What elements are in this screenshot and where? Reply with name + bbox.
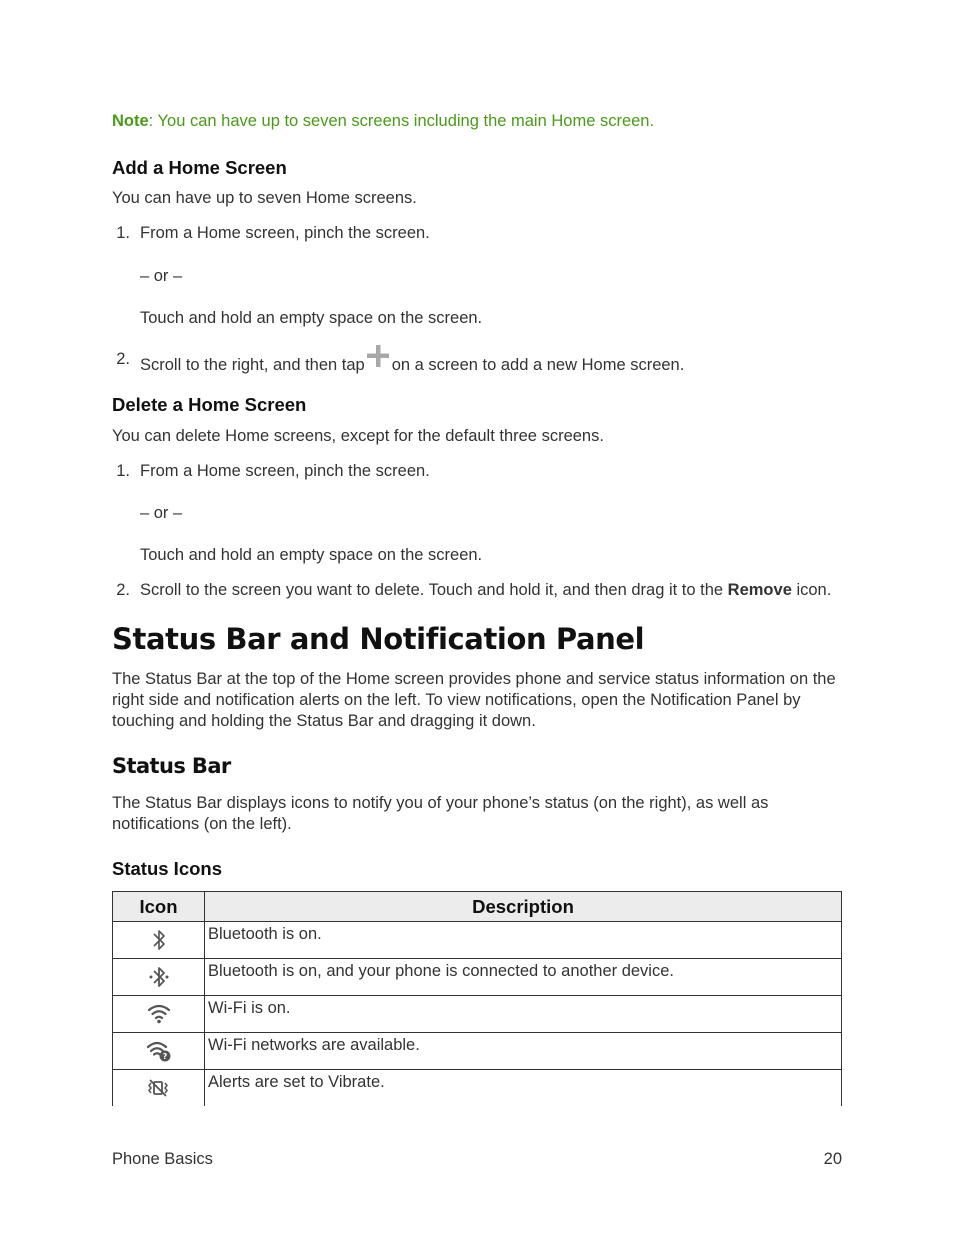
status-panel-heading: Status Bar and Notification Panel [112,622,645,656]
table-row [113,922,842,959]
delete-or-separator: – or – [140,504,183,522]
table-row [113,959,842,996]
icon-cell [113,1033,205,1070]
wifi-available-icon [146,1039,172,1063]
step-number: 1. [116,224,130,242]
plus-icon [366,344,390,368]
table-header-row [113,892,842,922]
description-cell: Alerts are set to Vibrate. [205,1070,842,1107]
remove-label: Remove [727,581,792,599]
col-description-header: Description [205,892,842,922]
note-text: : You can have up to seven screens including the main Home screen. [148,112,655,130]
delete-home-screen-heading: Delete a Home Screen [112,394,307,415]
step-number: 2. [116,350,130,368]
description-cell: Bluetooth is on, and your phone is connected to another device. [205,959,842,996]
add-intro: You can have up to seven Home screens. [112,189,417,207]
step-text-before: Scroll to the screen you want to delete. Touch and hold it, and then drag it to the [140,581,724,599]
bluetooth-icon [151,928,167,952]
description-cell: Wi-Fi is on. [205,996,842,1033]
icon-cell [113,996,205,1033]
step-text-after: icon. [796,581,832,599]
note [112,112,654,131]
step-text [140,350,684,375]
delete-intro: You can delete Home screens, except for the default three screens. [112,427,604,445]
status-bar-body: The Status Bar displays icons to notify you of your phone’s status (on the right), as well as notifications (on the left). [112,794,769,833]
step-text: From a Home screen, pinch the screen. [140,462,430,480]
description-cell: Wi-Fi networks are available. [205,1033,842,1070]
col-icon-header: Icon [113,892,205,922]
add-alt-step: Touch and hold an empty space on the screen. [140,309,483,327]
svg-text:?: ? [162,1052,167,1061]
vibrate-icon [146,1077,172,1099]
wifi-icon [147,1003,171,1025]
status-bar-heading: Status Bar [112,754,231,778]
table-row [113,996,842,1033]
table-row [113,1070,842,1107]
note-label: Note [112,112,149,130]
step-text: From a Home screen, pinch the screen. [140,224,430,242]
icon-cell [113,1070,205,1107]
description-cell: Bluetooth is on. [205,922,842,959]
bluetooth-connected-icon [148,965,170,989]
footer-page-number: 20 [823,1150,842,1168]
table-row [113,1033,842,1070]
step-number: 1. [116,462,130,480]
step-text-before: Scroll to the right, and then tap [140,356,365,374]
status-icons-table [112,891,842,1106]
add-or-separator: – or – [140,267,183,285]
status-panel-body: The Status Bar at the top of the Home screen provides phone and service status information on the right side and notification alerts on the left. To view notifications, open the Notification Panel by touching and holding the Status Bar and dragging it down. [112,670,836,730]
step-text [140,581,831,600]
step-number: 2. [116,581,130,599]
step-text-after: on a screen to add a new Home screen. [391,356,685,374]
footer-section-name: Phone Basics [112,1150,213,1168]
status-icons-heading: Status Icons [112,858,222,879]
icon-cell [113,922,205,959]
icon-cell [113,959,205,996]
delete-alt-step: Touch and hold an empty space on the screen. [140,546,483,564]
add-home-screen-heading: Add a Home Screen [112,157,287,178]
